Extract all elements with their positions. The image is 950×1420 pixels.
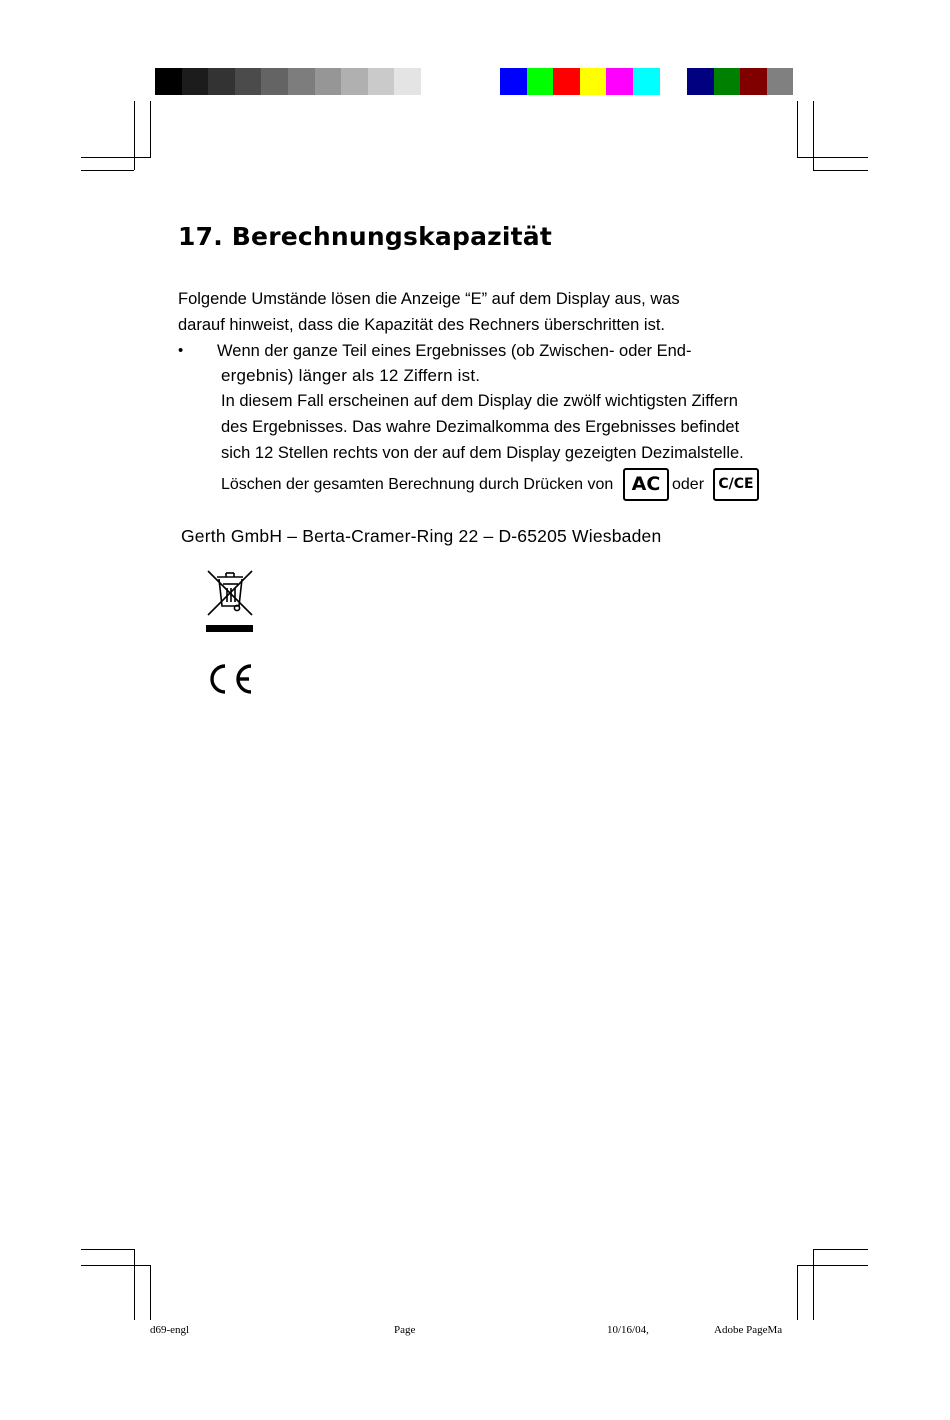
dark-color-registration-bar [687, 68, 793, 95]
registration-swatch [740, 68, 767, 95]
grayscale-registration-bar [155, 68, 421, 95]
crop-mark-top-right [813, 101, 814, 170]
ac-key: AC [623, 468, 669, 501]
registration-swatch [633, 68, 660, 95]
detail-line-2: des Ergebnisses. Das wahre Dezimalkomma des Ergebnisses befindet [221, 418, 740, 436]
bullet-line-2: ergebnis) länger als 12 Ziffern ist. [221, 366, 481, 385]
section-title: 17. Berechnungskapazität [178, 222, 553, 251]
crop-mark-bottom-right [813, 1249, 868, 1250]
or-text: oder [672, 476, 705, 493]
registration-swatch [714, 68, 741, 95]
crop-mark-bottom-right [797, 1265, 868, 1266]
registration-swatch [606, 68, 633, 95]
intro-line-1: Folgende Umstände lösen die Anzeige “E” auf dem Display aus, was [178, 290, 680, 308]
registration-swatch [261, 68, 288, 95]
crop-mark-top-right [797, 101, 798, 157]
crop-mark-top-left [150, 101, 151, 157]
crop-mark-bottom-right [797, 1265, 798, 1320]
registration-swatch [235, 68, 262, 95]
detail-line-3: sich 12 Stellen rechts von der auf dem Display gezeigten Dezimalstelle. [221, 444, 744, 462]
registration-swatch [527, 68, 554, 95]
detail-line-1: In diesem Fall erscheinen auf dem Display die zwölf wichtigsten Ziffern [221, 392, 738, 410]
crop-mark-bottom-right [813, 1249, 814, 1320]
bullet-line-1: Wenn der ganze Teil eines Ergebnisses (ob Zwischen- oder End- [217, 342, 692, 360]
footer-page: Page [394, 1324, 416, 1336]
crop-mark-top-left [81, 157, 151, 158]
crop-mark-bottom-left [134, 1249, 135, 1320]
footer-date: 10/16/04, [607, 1324, 649, 1336]
crop-mark-bottom-left [81, 1265, 151, 1266]
registration-swatch [500, 68, 527, 95]
registration-swatch [553, 68, 580, 95]
bullet-marker: • [178, 342, 184, 359]
color-registration-bar [500, 68, 660, 95]
registration-swatch [288, 68, 315, 95]
footer-filename: d69-engl [150, 1324, 190, 1336]
crop-mark-top-right [813, 170, 868, 171]
registration-swatch [580, 68, 607, 95]
registration-swatch [767, 68, 794, 95]
crop-mark-top-left [134, 101, 135, 170]
registration-swatch [341, 68, 368, 95]
registration-swatch [155, 68, 182, 95]
registration-swatch [182, 68, 209, 95]
crop-mark-bottom-left [81, 1249, 134, 1250]
crop-mark-top-left [81, 170, 134, 171]
footer-application: Adobe PageMa [714, 1324, 783, 1336]
company-address: Gerth GmbH – Berta-Cramer-Ring 22 – D-65205 Wiesbaden [181, 526, 662, 546]
registration-swatch [394, 68, 421, 95]
crop-mark-bottom-left [150, 1265, 151, 1320]
ce-mark-icon [205, 662, 255, 696]
registration-swatch [315, 68, 342, 95]
intro-line-2: darauf hinweist, dass die Kapazität des Rechners überschritten ist. [178, 316, 666, 334]
registration-swatch [687, 68, 714, 95]
registration-swatch [208, 68, 235, 95]
crop-mark-top-right [797, 157, 868, 158]
crossed-out-wheelie-bin-icon [205, 568, 255, 636]
c-ce-key: C/CE [713, 468, 759, 501]
clear-instruction: Löschen der gesamten Berechnung durch Drücken von [221, 476, 614, 493]
registration-swatch [368, 68, 395, 95]
